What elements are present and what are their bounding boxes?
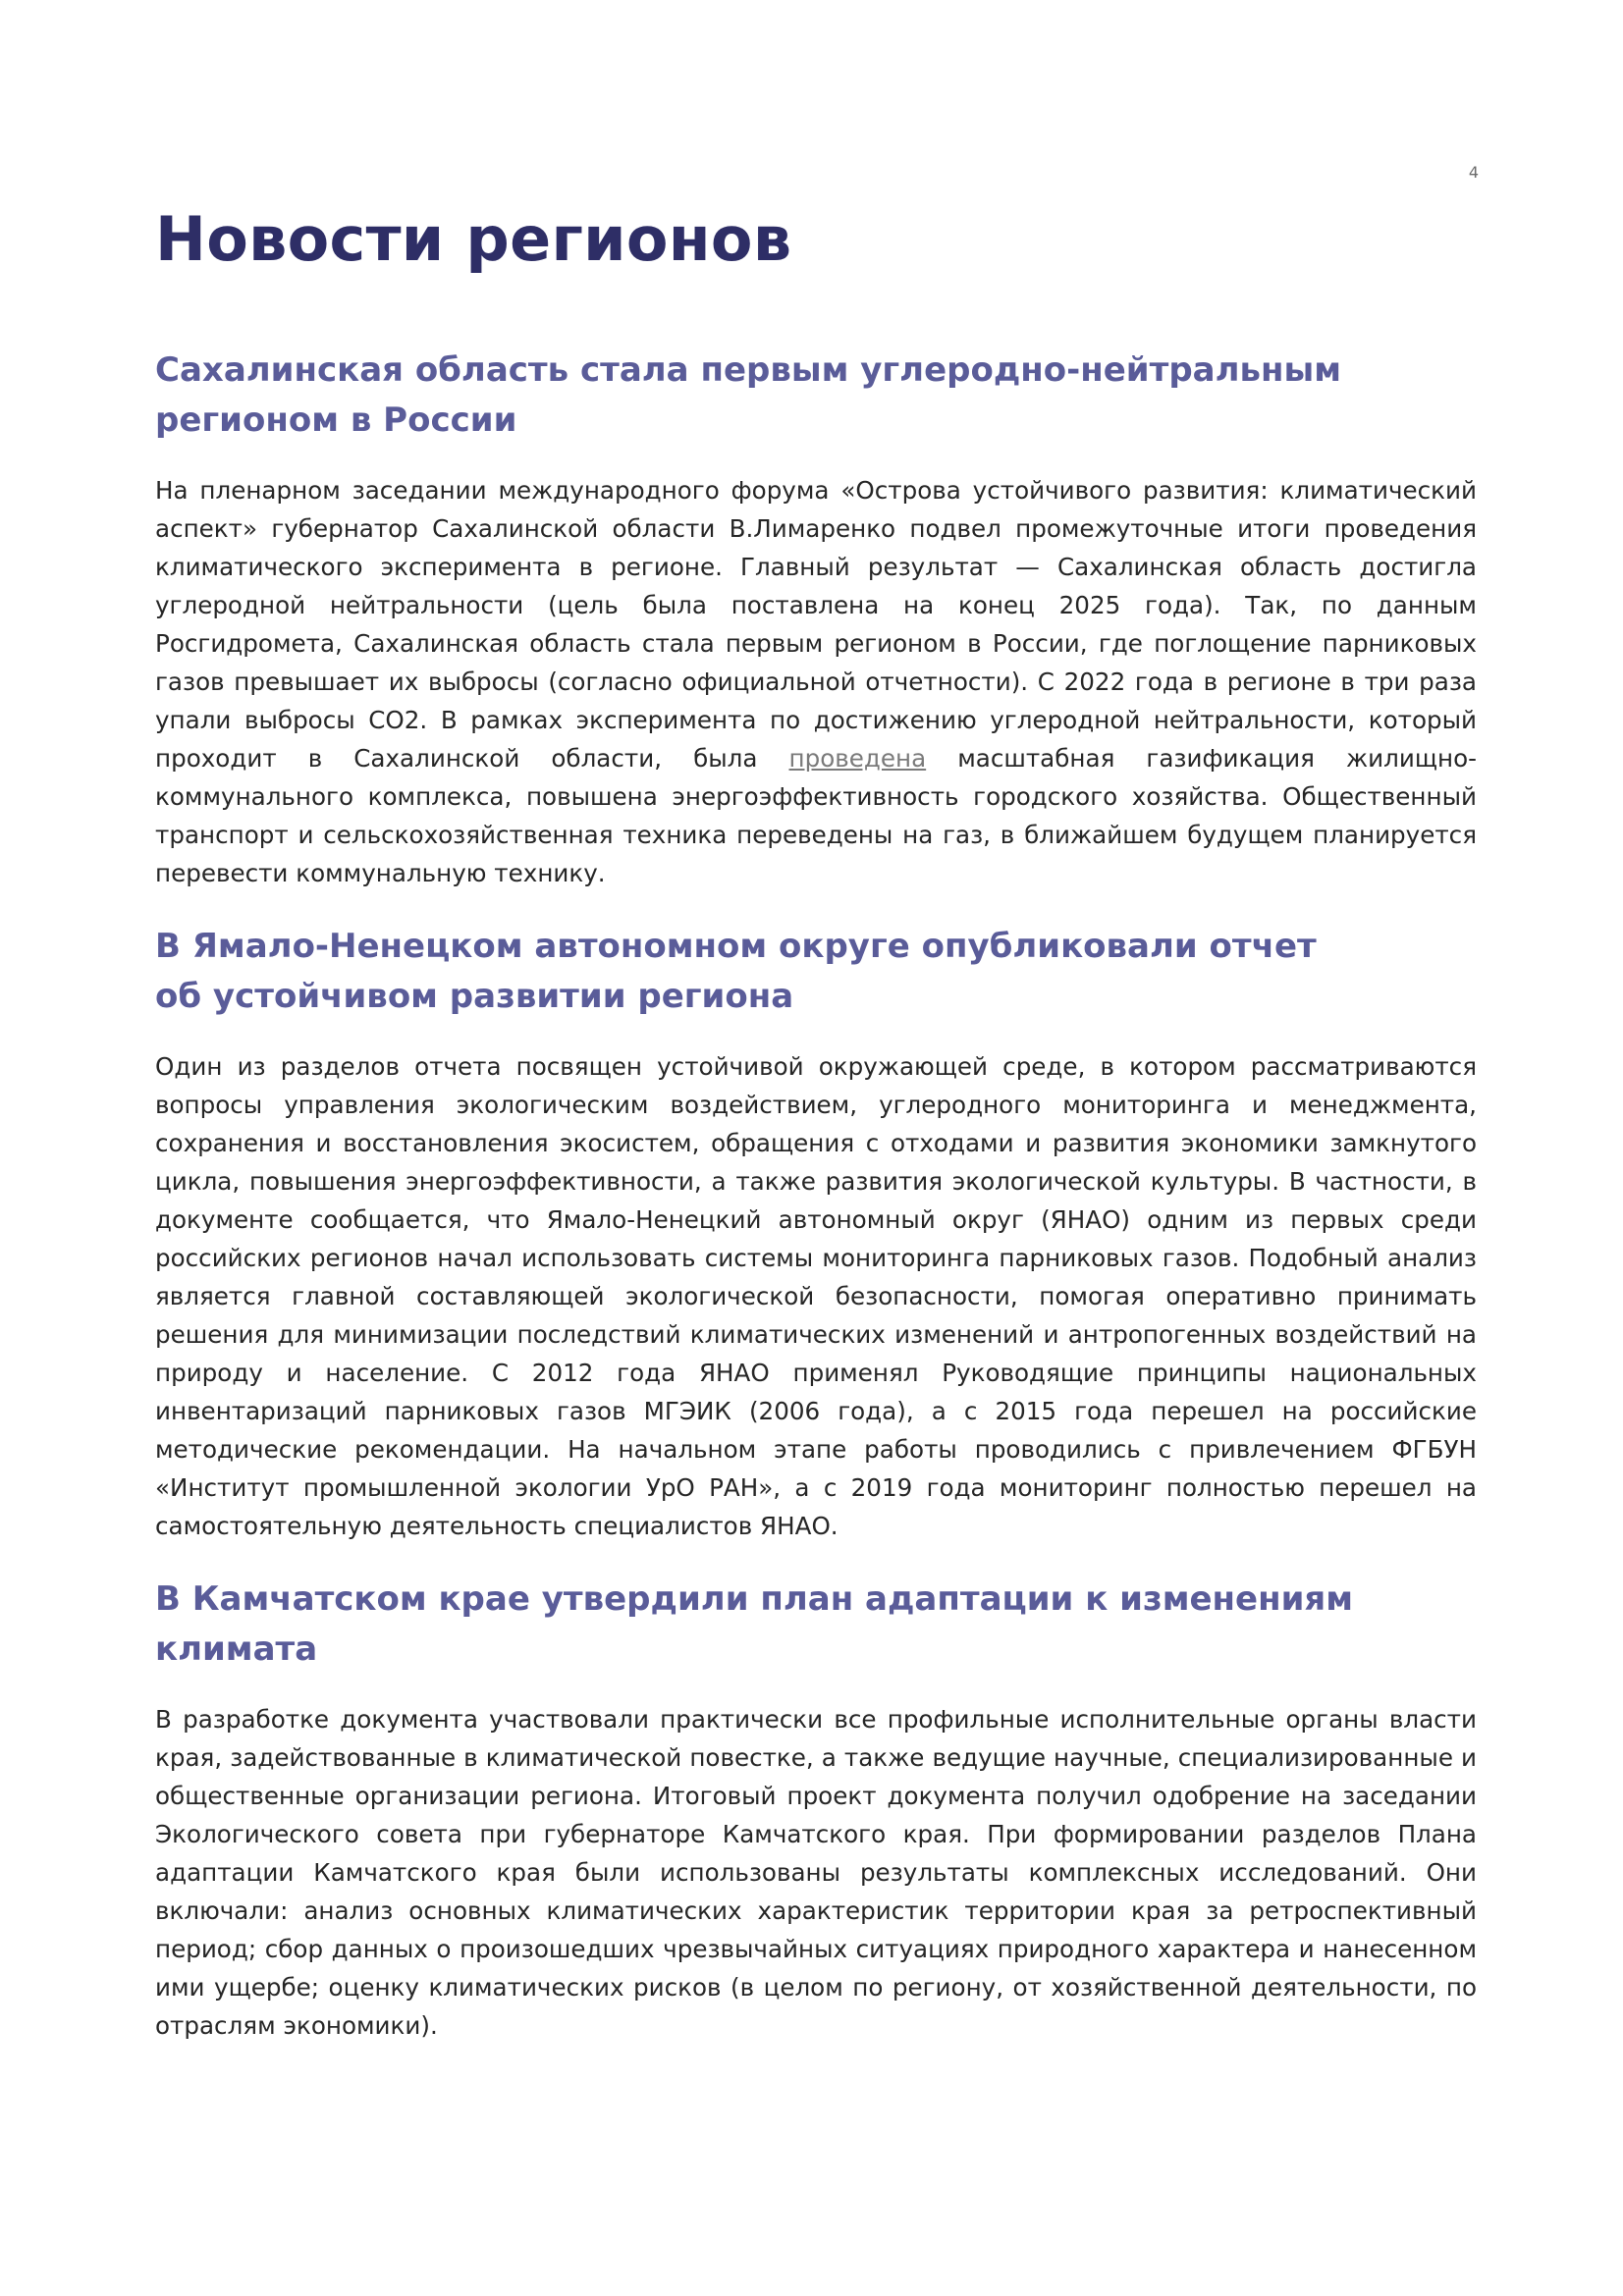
page-title: Новости регионов	[155, 203, 792, 275]
article-kamchatka	[155, 1575, 1477, 2045]
article-body-kamchatka: В разработке документа участвовали практически все профильные исполнительные органы власти края, задействованные в климатической повестке, а также ведущие научные, специализированные и общественные организации региона. Итоговый проект документа получил одобрение на заседании Экологического совета при губернаторе Камчатского края. При формировании разделов Плана адаптации Камчатского края были использованы результаты комплексных исследований. Они включали: анализ основных климатических характеристик территории края за ретроспективный период; сбор данных о произошедших чрезвычайных ситуациях природного характера и нанесенном ими ущербе; оценку климатических рисков (в целом по региону, от хозяйственной деятельности, по отраслям экономики).	[155, 1705, 1477, 2040]
article-yamal	[155, 922, 1477, 1545]
article-heading-kamchatka: В Камчатском крае утвердили план адаптации к изменениям климата	[155, 1579, 1354, 1669]
article-sakhalin	[155, 346, 1477, 892]
article-body-sakhalin-part-2: масштабная газификация жилищно-коммунального комплекса, повышена энергоэффективность городского хозяйства. Общественный транспорт и сельскохозяйственная техника переведены на газ, в ближайшем будущем планируется перевести коммунальную технику.	[155, 744, 1477, 887]
article-body-sakhalin	[155, 471, 1477, 892]
article-heading-sakhalin: Сахалинская область стала первым углеродно-нейтральным регионом в России	[155, 350, 1342, 440]
article-body-sakhalin-part-1: На пленарном заседании международного форума «Острова устойчивого развития: климатический аспект» губернатор Сахалинской области В.Лимаренко подвел промежуточные итоги проведения климатического эксперимента в регионе. Главный результат — Сахалинская область достигла углеродной нейтральности (цель была поставлена на конец 2025 года). Так, по данным Росгидромета, Сахалинская область стала первым регионом в России, где поглощение парниковых газов превышает их выбросы (согласно официальной отчетности). С 2022 года в регионе в три раза упали выбросы СО2. В рамках эксперимента по достижению углеродной нейтральности, который проходит в Сахалинской области, была	[155, 476, 1477, 773]
article-body-yamal: Один из разделов отчета посвящен устойчивой окружающей среде, в котором рассматриваются вопросы управления экологическим воздействием, углеродного мониторинга и менеджмента, сохранения и восстановления экосистем, обращения с отходами и развития экономики замкнутого цикла, повышения энергоэффективности, а также развития экологической культуры. В частности, в документе сообщается, что Ямало-Ненецкий автономный округ (ЯНАО) одним из первых среди российских регионов начал использовать системы мониторинга парниковых газов. Подобный анализ является главной составляющей экологической безопасности, помогая оперативно принимать решения для минимизации последствий климатических изменений и антропогенных воздействий на природу и население. С 2012 года ЯНАО применял Руководящие принципы национальных инвентаризаций парниковых газов МГЭИК (2006 года), а с 2015 года перешел на российские методические рекомендации. На начальном этапе работы проводились с привлечением ФГБУН «Институт промышленной экологии УрО РАН», а с 2019 года мониторинг полностью перешел на самостоятельную деятельность специалистов ЯНАО.	[155, 1052, 1477, 1540]
source-link-provedena[interactable]: проведена	[788, 744, 927, 773]
page-number: 4	[1468, 163, 1479, 182]
article-heading-yamal: В Ямало-Ненецком автономном округе опубликовали отчет об устойчивом развитии региона	[155, 927, 1317, 1016]
page-content	[155, 196, 1477, 2045]
